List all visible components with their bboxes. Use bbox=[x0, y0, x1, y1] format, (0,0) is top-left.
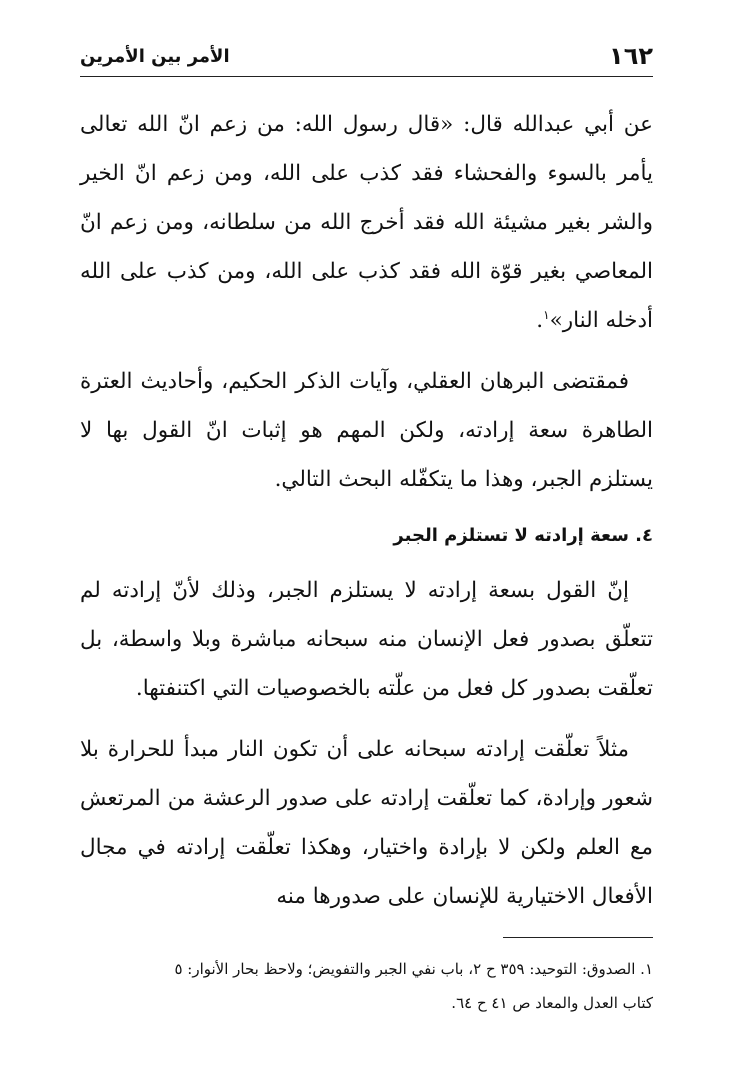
footnote-line-2: كتاب العدل والمعاد ص ٤١ ح ٦٤. bbox=[451, 994, 653, 1012]
hadith-paragraph bbox=[80, 100, 653, 345]
footnote-reference: ١ bbox=[543, 307, 550, 322]
section-paragraph: إنّ القول بسعة إرادته لا يستلزم الجبر، وذلك لأنّ إرادته لم تتعلّق بصدور فعل الإنسان منه سبحانه مباشرة وبلا واسطة، بل تعلّقت بصدور كل فعل من علّته بالخصوصيات التي اكتنفتها. bbox=[80, 578, 653, 701]
page-number: ١٦٢ bbox=[609, 42, 653, 70]
hadith-end: . bbox=[536, 308, 544, 333]
page-header bbox=[80, 36, 653, 77]
footnotes bbox=[80, 952, 653, 1020]
conclusion-paragraph: فمقتضى البرهان العقلي، وآيات الذكر الحكيم، وأحاديث العترة الطاهرة سعة إرادته، ولكن المهم هو إثبات انّ القول بها لا يستلزم الجبر، وهذا ما يتكفّله البحث التالي. bbox=[80, 369, 653, 492]
footnote-divider bbox=[503, 937, 653, 938]
example-paragraph: مثلاً تعلّقت إرادته سبحانه على أن تكون النار مبدأ للحرارة بلا شعور وإرادة، كما تعلّقت إرادته على صدور الرعشة من المرتعش مع العلم ولكن لا بإرادة واختيار، وهكذا تعلّقت إرادته في مجال الأفعال الاختيارية للإنسان على صدورها منه bbox=[80, 737, 653, 909]
hadith-text: عن أبي عبدالله قال: «قال رسول الله: من زعم انّ الله تعالى يأمر بالسوء والفحشاء فقد كذب على الله، ومن زعم انّ الخير والشر بغير مشيئة الله فقد أخرج الله من سلطانه، ومن زعم انّ المعاصي بغير قوّة الله فقد كذب على الله، ومن كذب على الله أدخله النار» bbox=[80, 112, 653, 333]
section-heading: ٤. سعة إرادته لا تستلزم الجبر bbox=[393, 525, 653, 546]
footnote-line-1: ١. الصدوق: التوحيد: ٣٥٩ ح ٢، باب نفي الجبر والتفويض؛ ولاحظ بحار الأنوار: ٥ bbox=[174, 960, 653, 978]
running-title: الأمر بين الأمرين bbox=[80, 45, 230, 67]
main-text bbox=[80, 100, 653, 933]
